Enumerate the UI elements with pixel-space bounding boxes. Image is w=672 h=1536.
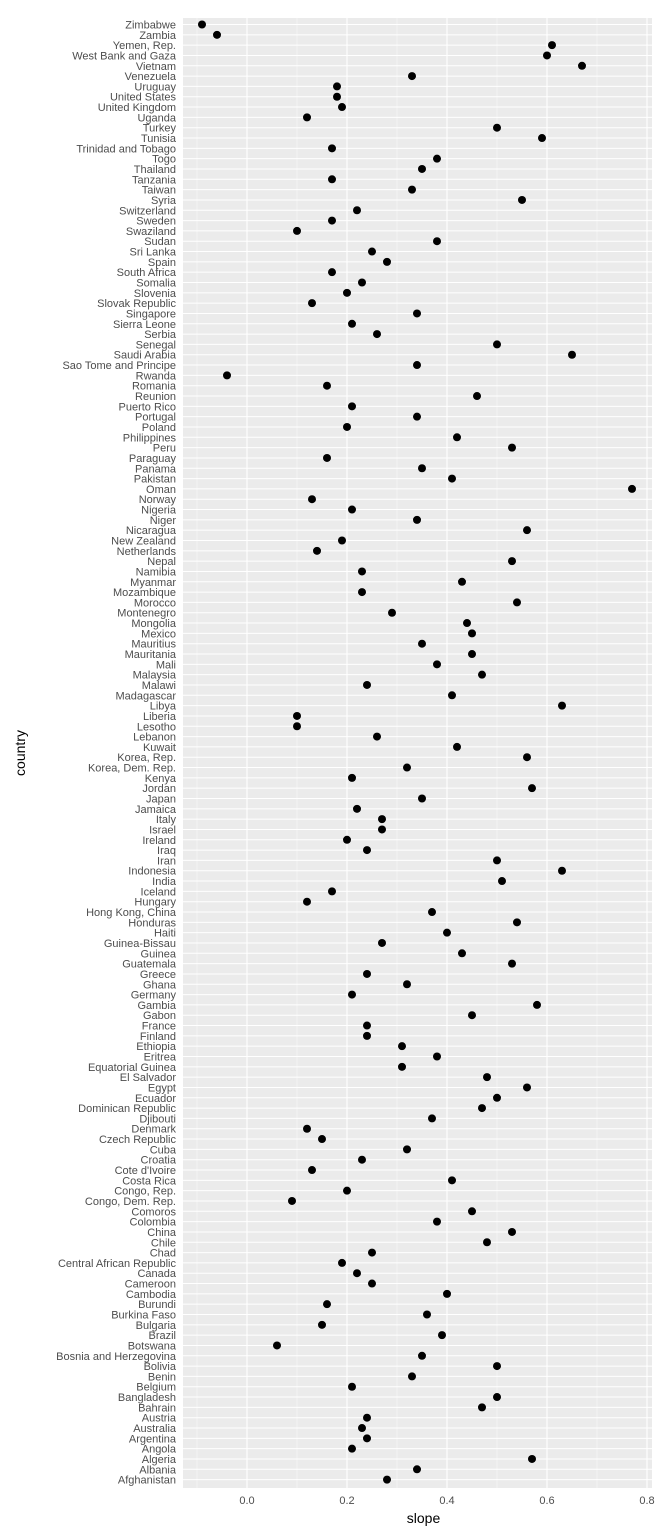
y-tick-label: Indonesia [128, 865, 176, 878]
y-tick-label: Denmark [131, 1123, 176, 1136]
data-point [493, 1094, 501, 1102]
data-point [333, 82, 341, 90]
y-tick-label: Burundi [138, 1299, 176, 1312]
data-point [418, 165, 426, 173]
data-point [433, 1053, 441, 1061]
y-tick-label: Lesotho [136, 721, 176, 734]
data-point [468, 1011, 476, 1019]
y-tick-label: Botswana [127, 1340, 176, 1353]
data-point [528, 784, 536, 792]
y-tick-label: Poland [141, 421, 176, 434]
data-point [433, 237, 441, 245]
data-point [453, 743, 461, 751]
data-point [303, 1125, 311, 1133]
data-point [403, 764, 411, 772]
data-point [308, 495, 316, 503]
data-point [493, 856, 501, 864]
data-point [413, 516, 421, 524]
y-tick-label: Yemen, Rep. [112, 40, 176, 53]
y-tick-label: Korea, Dem. Rep. [87, 762, 176, 775]
data-point [353, 206, 361, 214]
data-point [363, 846, 371, 854]
data-point [358, 1156, 366, 1164]
data-point [493, 1393, 501, 1401]
y-tick-label: Cameroon [124, 1278, 176, 1291]
y-tick-label: Ecuador [135, 1092, 176, 1105]
data-point [378, 815, 386, 823]
y-tick-label: Malawi [141, 679, 176, 692]
y-tick-label: Nigeria [141, 504, 176, 517]
y-tick-label: Jordan [142, 783, 176, 796]
data-point [478, 1403, 486, 1411]
data-point [348, 506, 356, 514]
data-point [348, 1445, 356, 1453]
data-point [318, 1321, 326, 1329]
y-tick-label: Gambia [137, 999, 176, 1012]
data-point [293, 712, 301, 720]
data-point [418, 640, 426, 648]
data-point [513, 918, 521, 926]
y-tick-label: Tunisia [140, 133, 176, 146]
data-point [288, 1197, 296, 1205]
y-tick-label: Guinea [140, 948, 176, 961]
y-tick-label: Benin [147, 1371, 176, 1384]
y-tick-label: Saudi Arabia [113, 349, 176, 362]
data-point [373, 733, 381, 741]
y-tick-label: Portugal [135, 411, 176, 424]
y-tick-label: Uganda [137, 112, 176, 125]
data-point [558, 867, 566, 875]
y-tick-label: Ethiopia [136, 1041, 176, 1054]
y-tick-label: Kuwait [142, 741, 176, 754]
data-point [273, 1341, 281, 1349]
y-tick-label: Bulgaria [135, 1319, 176, 1332]
x-axis-title: slope [406, 1510, 441, 1526]
y-tick-label: Mozambique [113, 587, 176, 600]
y-tick-label: Mauritania [124, 649, 176, 662]
y-tick-label: Thailand [133, 163, 176, 176]
data-point [458, 578, 466, 586]
data-point [483, 1073, 491, 1081]
y-tick-label: Argentina [128, 1433, 176, 1446]
data-point [578, 62, 586, 70]
data-point [338, 103, 346, 111]
data-point [358, 588, 366, 596]
y-tick-label: Peru [152, 442, 176, 455]
y-tick-label: Chile [150, 1237, 176, 1250]
y-tick-label: Zambia [139, 29, 176, 42]
y-tick-label: Sudan [144, 236, 176, 249]
y-tick-label: Austria [141, 1412, 176, 1425]
data-point [468, 629, 476, 637]
data-point [523, 1083, 531, 1091]
data-point [383, 258, 391, 266]
data-point [333, 93, 341, 101]
y-tick-label: Congo, Rep. [114, 1185, 176, 1198]
data-point [483, 1238, 491, 1246]
data-point [408, 72, 416, 80]
y-tick-label: Costa Rica [122, 1175, 176, 1188]
x-tick-label: 0.6 [539, 1495, 555, 1507]
data-point [448, 475, 456, 483]
data-point [338, 537, 346, 545]
y-axis-title: country [12, 730, 28, 776]
data-point [508, 444, 516, 452]
data-point [558, 702, 566, 710]
y-tick-label: Honduras [128, 917, 176, 930]
y-tick-label: Burkina Faso [111, 1309, 176, 1322]
data-point [368, 1280, 376, 1288]
y-tick-label: China [147, 1226, 176, 1239]
data-point [403, 980, 411, 988]
y-tick-label: Congo, Dem. Rep. [84, 1195, 176, 1208]
y-tick-label: Cambodia [125, 1288, 176, 1301]
data-point [513, 598, 521, 606]
data-point [348, 402, 356, 410]
data-point [303, 898, 311, 906]
data-point [458, 949, 466, 957]
data-point [383, 1476, 391, 1484]
x-tick-label: 0.4 [439, 1495, 455, 1507]
data-point [413, 361, 421, 369]
data-point [523, 753, 531, 761]
y-tick-label: Equatorial Guinea [87, 1061, 176, 1074]
data-point [338, 1259, 346, 1267]
data-point [413, 413, 421, 421]
y-tick-label: Dominican Republic [78, 1103, 176, 1116]
data-point [418, 795, 426, 803]
data-point [378, 825, 386, 833]
y-tick-label: Belgium [136, 1381, 176, 1394]
y-tick-label: Oman [146, 483, 176, 496]
y-tick-label: Nicaragua [125, 525, 176, 538]
data-point [403, 1145, 411, 1153]
data-point [428, 1114, 436, 1122]
y-tick-label: Iran [157, 855, 176, 868]
y-tick-label: Ireland [142, 834, 176, 847]
data-point [353, 1269, 361, 1277]
data-point [358, 567, 366, 575]
data-point [388, 609, 396, 617]
data-point [508, 960, 516, 968]
data-point [318, 1135, 326, 1143]
y-tick-label: Panama [135, 463, 176, 476]
y-tick-label: West Bank and Gaza [72, 50, 176, 63]
y-tick-label: Sri Lanka [129, 246, 176, 259]
y-tick-label: Haiti [153, 927, 176, 940]
y-tick-label: Iraq [157, 845, 176, 858]
data-point [303, 113, 311, 121]
y-tick-label: Spain [147, 256, 176, 269]
data-point [478, 1104, 486, 1112]
data-point [378, 939, 386, 947]
data-point [433, 155, 441, 163]
data-point [368, 248, 376, 256]
data-point [358, 1424, 366, 1432]
y-tick-label: Czech Republic [98, 1134, 176, 1147]
data-point [413, 309, 421, 317]
data-point [323, 454, 331, 462]
data-point [328, 887, 336, 895]
y-tick-label: Mali [155, 659, 176, 672]
y-tick-label: Lebanon [133, 731, 176, 744]
y-tick-label: Central African Republic [57, 1257, 176, 1270]
y-tick-label: Puerto Rico [118, 401, 176, 414]
y-tick-label: Romania [131, 380, 176, 393]
y-tick-label: United Kingdom [97, 102, 176, 115]
data-point [328, 217, 336, 225]
data-point [293, 722, 301, 730]
data-point [343, 1187, 351, 1195]
y-tick-label: Norway [138, 494, 176, 507]
y-tick-label: Guinea-Bissau [103, 937, 176, 950]
data-point [363, 1032, 371, 1040]
data-point [508, 1228, 516, 1236]
y-tick-label: Algeria [141, 1453, 176, 1466]
data-point [628, 485, 636, 493]
data-point [508, 557, 516, 565]
y-tick-label: Cote d'Ivoire [114, 1165, 176, 1178]
data-point [533, 1001, 541, 1009]
data-point [363, 1022, 371, 1030]
y-tick-label: Israel [149, 824, 176, 837]
y-tick-label: Swaziland [125, 225, 176, 238]
data-point [408, 186, 416, 194]
y-tick-label: Bolivia [143, 1361, 176, 1374]
data-point [348, 320, 356, 328]
y-tick-label: Reunion [135, 391, 176, 404]
y-tick-label: Sierra Leone [113, 318, 176, 331]
data-point [443, 1290, 451, 1298]
y-tick-label: Slovak Republic [97, 298, 176, 311]
data-point [418, 464, 426, 472]
x-tick-label: 0.2 [339, 1495, 355, 1507]
data-point [473, 392, 481, 400]
y-tick-label: Liberia [142, 710, 176, 723]
y-tick-label: Zimbabwe [125, 19, 176, 32]
data-point [328, 268, 336, 276]
data-point [398, 1063, 406, 1071]
y-tick-label: Sao Tome and Principe [62, 360, 176, 373]
y-tick-label: Eritrea [143, 1051, 176, 1064]
data-point [308, 1166, 316, 1174]
y-tick-label: Kenya [144, 772, 176, 785]
data-point [223, 371, 231, 379]
data-point [498, 877, 506, 885]
y-tick-label: Serbia [144, 329, 176, 342]
y-tick-label: Croatia [140, 1154, 176, 1167]
data-point [518, 196, 526, 204]
data-point [493, 1362, 501, 1370]
data-point [308, 299, 316, 307]
data-point [523, 526, 531, 534]
data-point [368, 1249, 376, 1257]
data-point [293, 227, 301, 235]
data-point [328, 144, 336, 152]
y-tick-label: South Africa [116, 267, 176, 280]
data-point [363, 681, 371, 689]
data-point [448, 1176, 456, 1184]
data-point [358, 279, 366, 287]
y-tick-label: Trinidad and Tobago [76, 143, 176, 156]
y-tick-label: Sweden [136, 215, 176, 228]
data-point [463, 619, 471, 627]
y-tick-label: Morocco [133, 597, 176, 610]
y-tick-label: Brazil [148, 1330, 176, 1343]
data-point [493, 124, 501, 132]
data-point [438, 1331, 446, 1339]
data-point [348, 774, 356, 782]
data-point [493, 340, 501, 348]
y-tick-label: Madagascar [115, 690, 176, 703]
y-tick-label: Nepal [147, 556, 176, 569]
y-tick-label: Ghana [142, 979, 176, 992]
y-tick-label: Taiwan [141, 184, 176, 197]
data-point [478, 671, 486, 679]
y-tick-label: Slovenia [133, 287, 176, 300]
y-tick-label: Syria [150, 194, 176, 207]
y-tick-label: Singapore [125, 308, 176, 321]
y-tick-label: Bahrain [138, 1402, 176, 1415]
y-tick-label: Somalia [136, 277, 176, 290]
y-tick-label: Philippines [122, 432, 176, 445]
data-point [353, 805, 361, 813]
data-point [343, 836, 351, 844]
y-tick-label: Pakistan [133, 473, 176, 486]
data-point [418, 1352, 426, 1360]
y-tick-label: Venezuela [124, 71, 176, 84]
data-point [543, 51, 551, 59]
y-tick-label: Turkey [142, 122, 176, 135]
data-point [548, 41, 556, 49]
y-tick-label: Jamaica [135, 803, 176, 816]
data-point [323, 382, 331, 390]
y-tick-label: Bangladesh [117, 1392, 176, 1405]
x-tick-label: 0.0 [239, 1495, 255, 1507]
y-tick-label: Guatemala [122, 958, 176, 971]
data-point [448, 691, 456, 699]
data-point [428, 908, 436, 916]
data-point [343, 423, 351, 431]
y-tick-label: Vietnam [135, 60, 176, 73]
y-tick-label: Afghanistan [117, 1474, 176, 1487]
data-point [538, 134, 546, 142]
data-point [373, 330, 381, 338]
y-tick-label: El Salvador [119, 1072, 176, 1085]
y-tick-label: Italy [155, 814, 176, 827]
y-tick-label: Rwanda [135, 370, 176, 383]
y-tick-label: Namibia [135, 566, 176, 579]
data-point [198, 21, 206, 29]
y-tick-label: Malaysia [132, 669, 176, 682]
y-tick-label: India [152, 876, 176, 889]
data-point [413, 1465, 421, 1473]
x-tick-label: 0.8 [639, 1495, 655, 1507]
y-tick-label: Cuba [149, 1144, 176, 1157]
y-tick-label: Iceland [140, 886, 176, 899]
data-point [343, 289, 351, 297]
y-tick-label: Mauritius [131, 638, 176, 651]
data-point [348, 991, 356, 999]
y-tick-label: Australia [133, 1423, 176, 1436]
y-tick-label: Switzerland [119, 205, 176, 218]
y-tick-label: Montenegro [117, 607, 176, 620]
data-point [363, 970, 371, 978]
data-point [313, 547, 321, 555]
y-tick-label: Germany [130, 989, 176, 1002]
y-tick-label: Hong Kong, China [86, 907, 176, 920]
x-tick-labels [239, 1495, 654, 1507]
data-point [323, 1300, 331, 1308]
data-point [528, 1455, 536, 1463]
y-tick-label: Japan [146, 793, 176, 806]
y-tick-label: Korea, Rep. [117, 752, 176, 765]
data-point [568, 351, 576, 359]
y-tick-label: Finland [139, 1030, 176, 1043]
y-tick-label: Paraguay [128, 452, 176, 465]
y-tick-label: Myanmar [130, 576, 176, 589]
y-tick-label: Djibouti [139, 1113, 176, 1126]
y-tick-label: Togo [152, 153, 176, 166]
y-tick-label: Mongolia [131, 618, 176, 631]
data-point [213, 31, 221, 39]
data-point [443, 929, 451, 937]
data-point [363, 1434, 371, 1442]
data-point [328, 175, 336, 183]
y-tick-label: Egypt [147, 1082, 176, 1095]
data-point [363, 1414, 371, 1422]
y-tick-label: Senegal [135, 339, 176, 352]
data-point [408, 1372, 416, 1380]
y-tick-label: Mexico [141, 628, 176, 641]
y-tick-label: Gabon [142, 1010, 176, 1023]
y-tick-label: France [141, 1020, 176, 1033]
y-tick-label: Uruguay [134, 81, 176, 94]
y-tick-label: Canada [137, 1268, 176, 1281]
y-tick-label: Niger [149, 514, 176, 527]
y-tick-label: Chad [149, 1247, 176, 1260]
y-tick-label: Bosnia and Herzegovina [56, 1350, 176, 1363]
y-tick-label: Greece [139, 968, 176, 981]
y-tick-label: Netherlands [116, 545, 176, 558]
data-point [468, 650, 476, 658]
y-tick-label: Libya [149, 700, 176, 713]
y-tick-label: Hungary [134, 896, 176, 909]
data-point [433, 660, 441, 668]
y-tick-label: New Zealand [111, 535, 176, 548]
y-tick-label: Colombia [129, 1216, 176, 1229]
data-point [433, 1218, 441, 1226]
y-tick-labels [56, 20, 177, 1487]
data-point [453, 433, 461, 441]
plot-panel [183, 18, 652, 1488]
y-tick-label: Tanzania [131, 174, 176, 187]
data-point [348, 1383, 356, 1391]
y-tick-label: United States [109, 91, 176, 104]
y-tick-label: Angola [141, 1443, 176, 1456]
data-point [468, 1207, 476, 1215]
y-tick-label: Comoros [131, 1206, 176, 1219]
data-point [398, 1042, 406, 1050]
data-point [423, 1311, 431, 1319]
y-tick-label: Albania [139, 1464, 176, 1477]
